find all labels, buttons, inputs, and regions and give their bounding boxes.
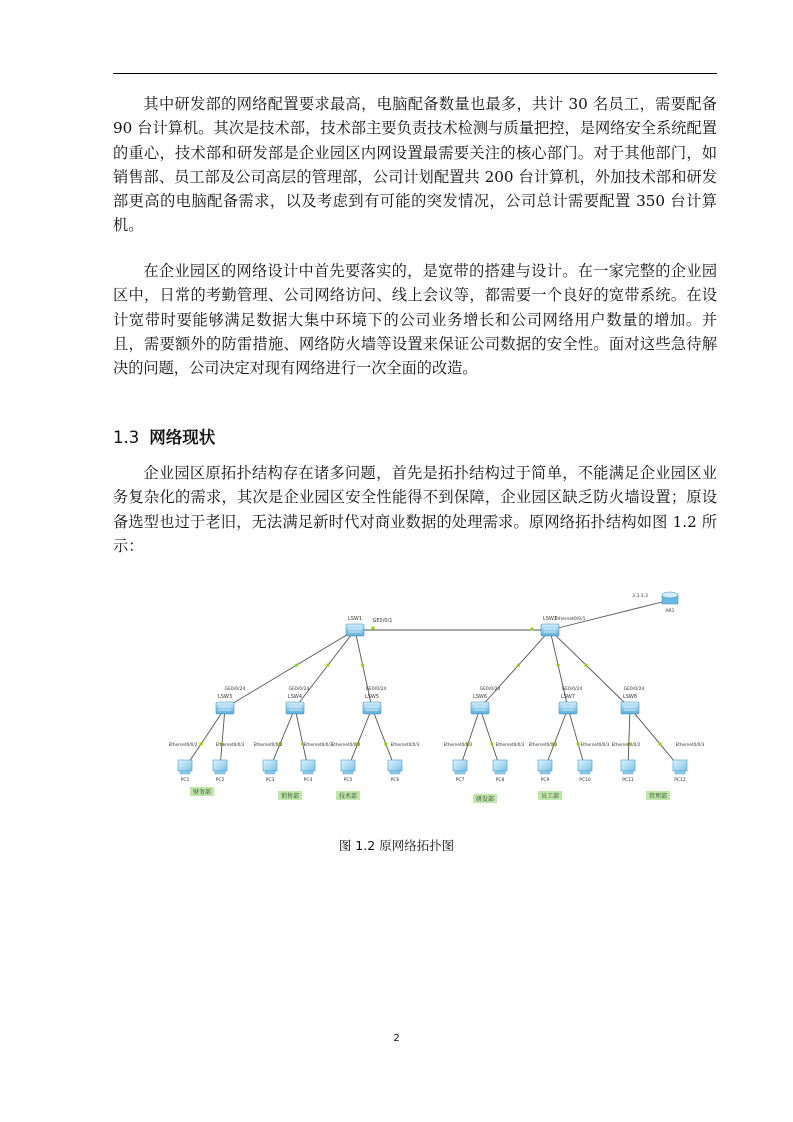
link-dot <box>577 742 580 745</box>
link-label: Ethernet0/0/2 <box>528 742 558 747</box>
link-dot <box>295 664 298 667</box>
pc-link <box>630 708 680 768</box>
access-switch <box>363 694 381 714</box>
department-tag-label: 销售部 <box>280 793 300 800</box>
pc-icon <box>673 760 687 771</box>
pc-link <box>545 708 568 768</box>
topology-diagram <box>150 580 705 830</box>
pc-link <box>460 708 480 768</box>
pc-node <box>301 760 315 783</box>
link-label: Ethernet0/0/2 <box>611 742 641 747</box>
link-label: GE0/0/24 <box>288 687 310 692</box>
department-tag-label: 研发部 <box>475 796 495 803</box>
department-tag-label: 员工部 <box>540 793 560 800</box>
department-tag <box>278 791 302 800</box>
pc-icon <box>453 760 467 771</box>
link-label: Ethernet0/0/3 <box>215 742 245 747</box>
department-tag <box>190 787 214 796</box>
switch-icon <box>346 624 364 636</box>
link-label: GE0/0/24 <box>623 687 645 692</box>
router-ip-label: 3.3.3.3 <box>632 594 648 599</box>
link-label: GE0/0/24 <box>479 687 501 692</box>
pc-node <box>538 760 552 783</box>
pc-link <box>220 708 225 768</box>
pc-label: PC3 <box>265 778 275 783</box>
link-label: Ethernet0/0/3 <box>303 742 333 747</box>
router-label: AR1 <box>665 609 675 614</box>
pc-link <box>295 708 308 768</box>
pc-icon <box>301 760 315 771</box>
link-label: Ethernet0/0/3 <box>675 742 705 747</box>
pc-label: PC7 <box>455 778 465 783</box>
pc-icon <box>388 760 402 771</box>
pc-node <box>388 760 402 783</box>
link-dot <box>361 664 364 667</box>
link-dot <box>658 742 661 745</box>
switch-label: LSW5 <box>364 694 380 700</box>
switch-icon <box>541 624 559 636</box>
pc-icon <box>578 760 592 771</box>
link-label: GE0/0/24 <box>365 687 387 692</box>
link-label: Ethernet0/0/1 <box>554 617 586 622</box>
pc-icon <box>538 760 552 771</box>
pc-icon <box>178 760 192 771</box>
pc-label: PC6 <box>390 778 400 783</box>
section-number: 1.3 <box>113 428 140 447</box>
department-tag-label: 技术部 <box>338 793 358 800</box>
router-link <box>550 600 670 630</box>
pc-label: PC4 <box>303 778 313 783</box>
department-tag <box>473 794 497 803</box>
pc-icon <box>263 760 277 771</box>
access-switch <box>559 694 577 714</box>
switch-icon <box>363 702 381 714</box>
link-dot <box>384 742 387 745</box>
pc-icon-base <box>303 771 313 774</box>
switch-label: LSW4 <box>287 694 303 700</box>
pc-icon-base <box>455 771 465 774</box>
department-tag <box>646 791 670 800</box>
link-label: Ethernet0/0/2 <box>253 742 283 747</box>
core-switch-right <box>541 616 559 636</box>
pc-link <box>628 708 630 768</box>
router-node <box>632 592 678 614</box>
switch-icon <box>621 702 639 714</box>
link-dot <box>371 626 374 629</box>
uplink-line <box>480 630 550 708</box>
pc-node <box>213 760 227 783</box>
switch-icon <box>216 702 234 714</box>
paragraph-3: 企业园区原拓扑结构存在诸多问题，首先是拓扑结构过于简单，不能满足企业园区业务复杂化的需求，其次是企业园区安全性能得不到保障，企业园区缺乏防火墙设置；原设备选型也过于老旧，无法满足新时代对商业数据的处理需求。原网络拓扑结构如图 1.2 所示： <box>113 464 717 555</box>
link-label: GE0/0/1 <box>372 618 393 624</box>
pc-node <box>263 760 277 783</box>
pc-link <box>270 708 295 768</box>
pc-icon <box>213 760 227 771</box>
link-label: Ethernet0/0/3 <box>580 742 610 747</box>
department-tag <box>538 791 562 800</box>
pc-icon-base <box>495 771 505 774</box>
pc-node <box>673 760 687 783</box>
topology-figure <box>150 580 705 830</box>
pc-icon-base <box>265 771 275 774</box>
pc-link <box>480 708 500 768</box>
pc-label: PC2 <box>215 778 225 783</box>
link-label: Ethernet0/0/3 <box>495 742 525 747</box>
pc-label: PC5 <box>343 778 353 783</box>
pc-link <box>348 708 372 768</box>
paragraph-1: 其中研发部的网络配置要求最高，电脑配备数量也最多，共计 30 名员工，需要配备 90 台计算机。其次是技术部，技术部主要负责技术检测与质量把控，是网络安全系统配置的重心，技术部和研发部是企业园区内网设置最需要关注的核心部门。对于其他部门，如销售部、员工部及公司高层的管理部，公司计划配置共 200 台计算机，外加技术部和研发部更高的电脑配备需求，以及考虑到有可能的突发情况，公司总计需要配置 350 台计算机。 <box>113 95 717 235</box>
pc-node <box>493 760 507 783</box>
pc-label: PC10 <box>579 778 591 783</box>
department-tag-label: 管理部 <box>648 793 668 800</box>
switch-label: LSW8 <box>622 694 638 700</box>
pc-icon-base <box>180 771 190 774</box>
link-label: Ethernet0/0/2 <box>331 742 361 747</box>
pc-label: PC12 <box>674 778 686 783</box>
link-dot <box>199 742 202 745</box>
pc-icon <box>621 760 635 771</box>
paragraph-2: 在企业园区的网络设计中首先要落实的，是宽带的搭建与设计。在一家完整的企业园区中，日常的考勤管理、公司网络访问、线上会议等，都需要一个良好的宽带系统。在设计宽带时要能够满足数据大集中环境下的公司业务增长和公司网络用户数量的增加。并且，需要额外的防雷措施、网络防火墙等设置来保证公司数据的安全性。面对这些急待解决的问题，公司决定对现有网络进行一次全面的改造。 <box>113 262 717 378</box>
section-heading <box>113 424 215 448</box>
pc-icon <box>493 760 507 771</box>
switch-icon <box>471 702 489 714</box>
pc-node <box>178 760 192 783</box>
pc-icon-base <box>580 771 590 774</box>
core-switch-left <box>346 616 364 636</box>
link-dot <box>490 742 493 745</box>
pc-link <box>372 708 395 768</box>
link-dot <box>584 664 587 667</box>
department-tag-label: 财务部 <box>192 789 212 796</box>
pc-link <box>568 708 585 768</box>
switch-label: LSW3 <box>217 694 233 700</box>
link-dot <box>326 664 329 667</box>
pc-label: PC8 <box>495 778 505 783</box>
pc-label: PC11 <box>622 778 634 783</box>
access-switch <box>471 694 489 714</box>
link-label: Ethernet0/0/2 <box>443 742 473 747</box>
switch-label: LSW6 <box>472 694 488 700</box>
link-dot <box>530 627 533 630</box>
figure-caption: 图 1.2 原网络拓扑图 <box>338 838 455 853</box>
router-icon-top <box>662 592 678 598</box>
access-switch <box>216 694 234 714</box>
link-dot <box>557 664 560 667</box>
link-label: Ethernet0/0/2 <box>168 742 198 747</box>
header-rule <box>113 73 717 74</box>
switch-icon <box>286 702 304 714</box>
pc-icon-base <box>623 771 633 774</box>
switch-icon <box>559 702 577 714</box>
pc-icon <box>341 760 355 771</box>
pc-icon-base <box>390 771 400 774</box>
link-dot <box>517 664 520 667</box>
switch-label: LSW7 <box>560 694 576 700</box>
link-label: GE0/0/24 <box>224 687 246 692</box>
page-number: 2 <box>393 1033 400 1044</box>
pc-icon-base <box>215 771 225 774</box>
pc-label: PC9 <box>540 778 550 783</box>
access-switch <box>621 694 639 714</box>
switch-label: LSW2 <box>542 616 558 622</box>
link-label: Ethernet0/0/3 <box>390 742 420 747</box>
pc-icon-base <box>540 771 550 774</box>
pc-node <box>453 760 467 783</box>
section-title: 网络现状 <box>149 428 216 447</box>
switch-label: LSW1 <box>347 616 363 622</box>
pc-link <box>185 708 225 768</box>
access-switch <box>286 694 304 714</box>
uplink-line <box>295 630 355 708</box>
department-tag <box>336 791 360 800</box>
pc-label: PC1 <box>180 778 190 783</box>
pc-node <box>578 760 592 783</box>
pc-node <box>621 760 635 783</box>
pc-icon-base <box>343 771 353 774</box>
pc-icon-base <box>675 771 685 774</box>
link-label: GE0/0/24 <box>561 687 583 692</box>
pc-node <box>341 760 355 783</box>
